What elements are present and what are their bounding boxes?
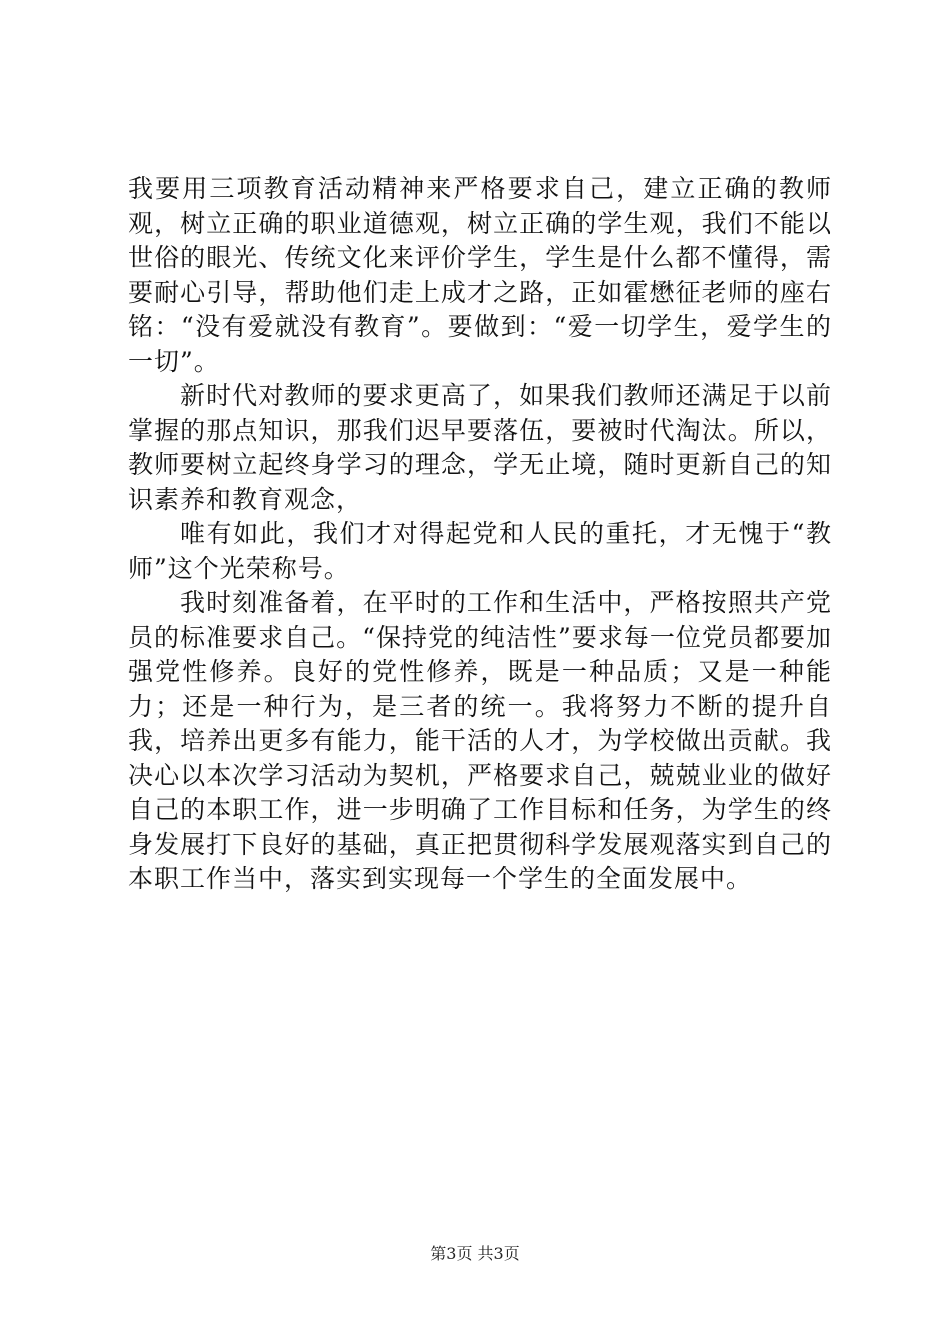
page-footer: 第3页 共3页 [430,1244,520,1263]
paragraph-4: 我时刻准备着，在平时的工作和生活中，严格按照共产党员的标准要求自己。“保持党的纯洁性”要求每一位党员都要加强党性修养。良好的党性修养，既是一种品质；又是一种能力；还是一种行为，是三者的统一。我将努力不断的提升自我，培养出更多有能力，能干活的人才，为学校做出贡献。我决心以本次学习活动为契机，严格要求自己，兢兢业业的做好自己的本职工作，进一步明确了工作目标和任务，为学生的终身发展打下良好的基础，真正把贯彻科学发展观落实到自己的本职工作当中，落实到实现每一个学生的全面发展中。 [128,588,832,893]
paragraph-2: 新时代对教师的要求更高了，如果我们教师还满足于以前掌握的那点知识，那我们迟早要落伍，要被时代淘汰。所以，教师要树立起终身学习的理念，学无止境，随时更新自己的知识素养和教育观念， [128,381,832,514]
paragraph-1: 我要用三项教育活动精神来严格要求自己，建立正确的教师观，树立正确的职业道德观，树立正确的学生观，我们不能以世俗的眼光、传统文化来评价学生，学生是什么都不懂得，需要耐心引导，帮助他们走上成才之路，正如霍懋征老师的座右铭：“没有爱就没有教育”。要做到：“爱一切学生，爱学生的一切”。 [128,174,832,376]
paragraph-3: 唯有如此，我们才对得起党和人民的重托，才无愧于“教师”这个光荣称号。 [128,519,832,583]
document-body [128,172,832,897]
